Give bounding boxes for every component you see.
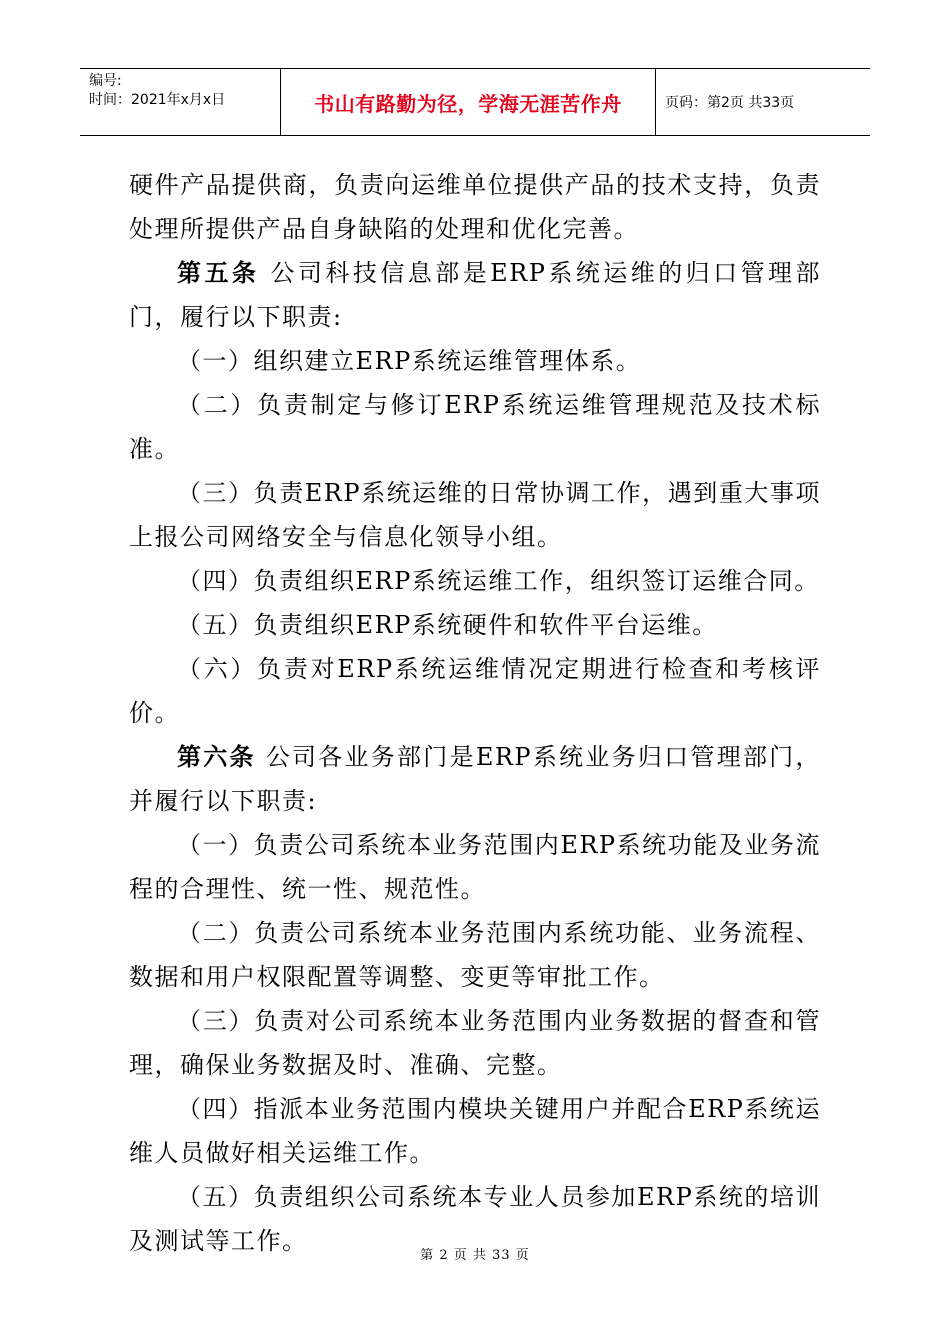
article-6-item-1: （一）负责公司系统本业务范围内ERP系统功能及业务流程的合理性、统一性、规范性。 (129, 831, 821, 903)
article-6 (129, 735, 821, 823)
article-5-item-6: （六）负责对ERP系统运维情况定期进行检查和考核评价。 (129, 655, 821, 727)
article-5-item-4: （四）负责组织ERP系统运维工作，组织签订运维合同。 (177, 567, 820, 595)
article-6-item-2: （二）负责公司系统本业务范围内系统功能、业务流程、数据和用户权限配置等调整、变更等审批工作。 (129, 919, 821, 991)
article-5-title: 第五条 (177, 259, 260, 287)
header-motto: 书山有路勤为径，学海无涯苦作舟 (281, 69, 656, 135)
article-6-title: 第六条 (177, 743, 256, 771)
article-6-item-4: （四）指派本业务范围内模块关键用户并配合ERP系统运维人员做好相关运维工作。 (129, 1095, 821, 1167)
time-label: 时间：2021年x月x日 (89, 92, 226, 108)
document-body (129, 163, 821, 1263)
article-5-item-3: （三）负责ERP系统运维的日常协调工作，遇到重大事项上报公司网络安全与信息化领导小组。 (129, 479, 821, 551)
article-5-item-2: （二）负责制定与修订ERP系统运维管理规范及技术标准。 (129, 391, 821, 463)
article-6-text: 公司各业务部门是ERP系统业务归口管理部门，并履行以下职责: (129, 743, 822, 815)
article-6-item-3: （三）负责对公司系统本业务范围内业务数据的督查和管理，确保业务数据及时、准确、完整。 (129, 1007, 821, 1079)
page-header (80, 68, 870, 136)
article-6-item-5: （五）负责组织公司系统本专业人员参加ERP系统的培训及测试等工作。 (129, 1183, 821, 1255)
article-5-item-1: （一）组织建立ERP系统运维管理体系。 (177, 347, 642, 375)
article-5-text: 公司科技信息部是ERP系统运维的归口管理部门，履行以下职责: (129, 259, 822, 331)
paragraph-continued: 硬件产品提供商，负责向运维单位提供产品的技术支持，负责处理所提供产品自身缺陷的处理和优化完善。 (129, 171, 821, 243)
article-5 (129, 251, 821, 339)
header-page-number: 页码：第2页 共33页 (665, 95, 795, 111)
serial-label: 编号: (89, 73, 122, 89)
article-5-item-5: （五）负责组织ERP系统硬件和软件平台运维。 (177, 611, 718, 639)
page-footer: 第 2 页 共 33 页 (420, 1248, 530, 1263)
header-meta-cell (80, 69, 281, 135)
